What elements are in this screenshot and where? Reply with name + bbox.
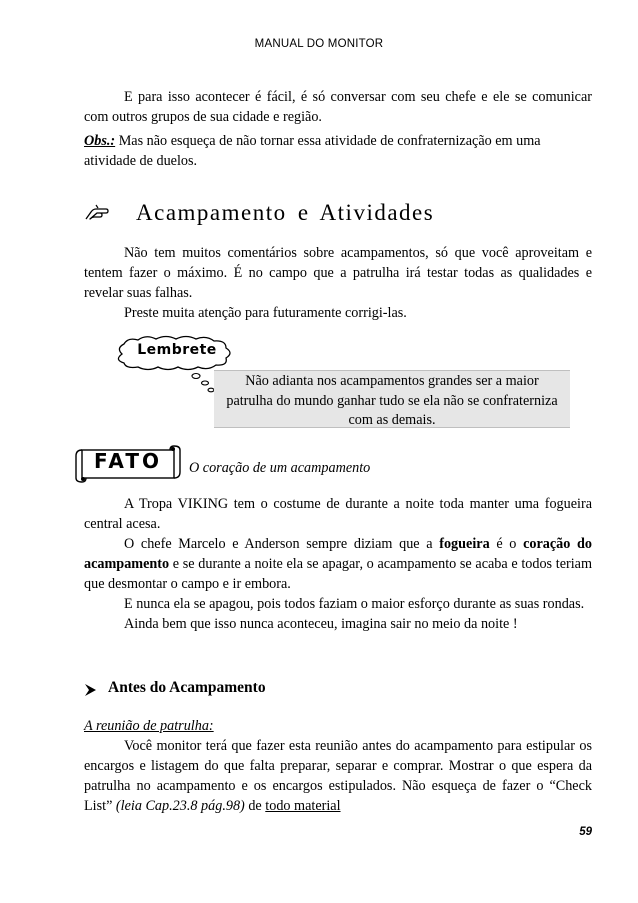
antes-title: Antes do Acampamento bbox=[108, 679, 266, 696]
pointing-hand-icon bbox=[84, 202, 110, 222]
fato-para-4: Ainda bem que isso nunca aconteceu, imagina sair no meio da noite ! bbox=[124, 616, 518, 632]
obs-paragraph bbox=[84, 131, 574, 171]
antes-paragraph bbox=[84, 736, 592, 816]
page-number: 59 bbox=[579, 826, 592, 838]
arrow-bullet-icon bbox=[84, 683, 98, 697]
obs-label: Obs.: bbox=[84, 133, 116, 149]
section-paragraph bbox=[84, 243, 592, 323]
obs-text: Mas não esqueça de não tornar essa atividade de confraternização em uma atividade de duelos. bbox=[84, 133, 541, 169]
lembrete-label: Lembrete bbox=[137, 342, 217, 358]
section-para-1: Não tem muitos comentários sobre acampamentos, só que você aproveitam e tentem fazer o máximo. É no campo que a patrulha irá testar todas as qualidades e revelar suas falhas. bbox=[84, 245, 592, 301]
intro-paragraph bbox=[84, 87, 592, 127]
fato-para-1: A Tropa VIKING tem o costume de durante a noite toda manter uma fogueira central acesa. bbox=[84, 496, 592, 532]
fato-paragraph bbox=[84, 494, 592, 634]
section-title: Acampamento e Atividades bbox=[136, 200, 435, 225]
fato-caption: O coração de um acampamento bbox=[189, 460, 371, 476]
section-para-2: Preste muita atenção para futuramente corrigi-las. bbox=[124, 305, 407, 321]
fato-para-2: O chefe Marcelo e Anderson sempre diziam que a fogueira é o coração do acampamento e se durante a noite ela se apagar, o acampamento se acaba e todos teriam que desmontar o campo e ir embora. bbox=[84, 536, 592, 592]
intro-text: E para isso acontecer é fácil, é só conversar com seu chefe e ele se comunicar com outros grupos de sua cidade e região. bbox=[84, 89, 592, 125]
reuniao-subtitle: A reunião de patrulha: bbox=[84, 718, 214, 734]
page-header: MANUAL DO MONITOR bbox=[254, 38, 384, 50]
lembrete-text: Não adianta nos acampamentos grandes ser a maior patrulha do mundo ganhar tudo se ela não se confraterniza com as demais. bbox=[226, 373, 558, 428]
fato-para-3: E nunca ela se apagou, pois todos faziam o maior esforço durante as suas rondas. bbox=[124, 596, 585, 612]
fato-label: FATO bbox=[94, 449, 162, 473]
antes-text: Você monitor terá que fazer esta reunião antes do acampamento para estipular os encargos e listagem do que falta preparar, separar e comprar. Mostrar o que espera da patrulha no acampamento e os encargos estipulados. Não esqueça de fazer o “Check List” (leia Cap.23.8 pág.98) de todo material bbox=[84, 738, 592, 814]
